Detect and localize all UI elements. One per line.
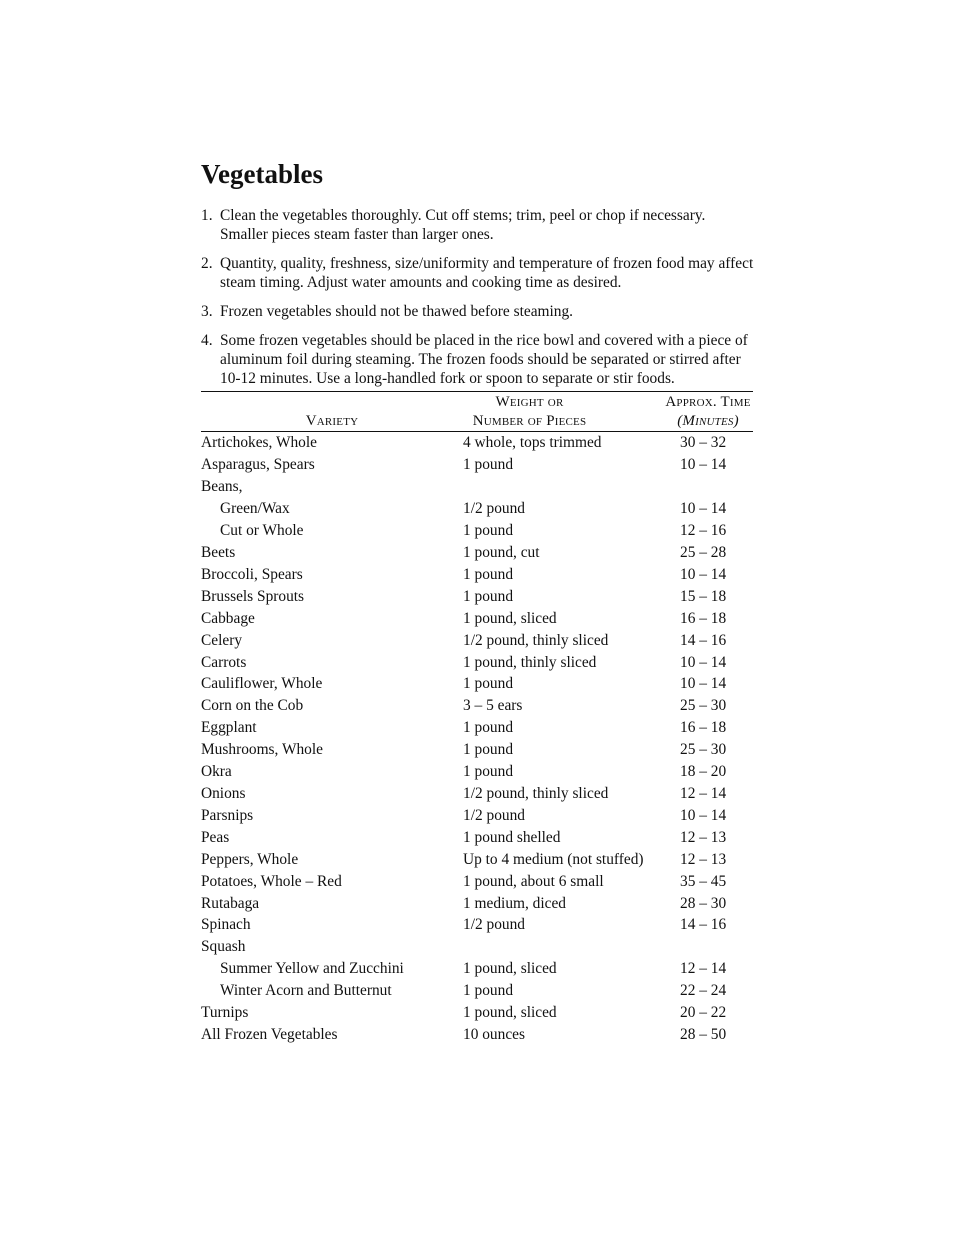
table-row [201, 717, 753, 739]
variety-cell: Summer Yellow and Zucchini [220, 960, 404, 978]
time-cell: 10 – 14 [680, 500, 727, 518]
time-cell: 10 – 14 [680, 806, 727, 824]
time-header [663, 391, 753, 432]
time-cell: 10 – 14 [680, 675, 727, 693]
variety-cell: Peas [201, 828, 230, 846]
weight-cell: 4 whole, tops trimmed [463, 434, 602, 452]
document-page [201, 155, 754, 1046]
table-header-row [201, 391, 753, 432]
step-number: 4. [201, 332, 213, 350]
variety-cell: Beans, [201, 478, 243, 496]
variety-cell: Green/Wax [220, 500, 290, 518]
time-cell: 12 – 14 [680, 784, 727, 802]
instruction-item [201, 332, 754, 388]
time-cell: 25 – 30 [680, 697, 727, 715]
table-row [201, 914, 753, 936]
variety-cell: All Frozen Vegetables [201, 1025, 338, 1043]
table-row [201, 783, 753, 805]
step-text: Quantity, quality, freshness, size/uniformity and temperature of frozen food may affect steam timing. Adjust water amounts and cooking time as desired. [220, 255, 754, 291]
vegetable-steaming-table [201, 391, 753, 1046]
time-cell [663, 476, 753, 498]
weight-cell: 1/2 pound, thinly sliced [463, 784, 609, 802]
weight-cell: 1 pound shelled [463, 828, 561, 846]
table-row [201, 673, 753, 695]
weight-cell: 1 pound [463, 587, 514, 605]
variety-header [201, 391, 463, 432]
variety-header-label: Variety [305, 412, 359, 429]
variety-cell: Squash [201, 938, 246, 956]
instructions-list [201, 207, 754, 389]
instruction-item [201, 207, 754, 245]
table-row [201, 695, 753, 717]
variety-cell: Corn on the Cob [201, 697, 304, 715]
table-row [201, 980, 753, 1002]
variety-cell: Celery [201, 631, 243, 649]
table-row [201, 564, 753, 586]
table-row [201, 805, 753, 827]
weight-cell: 1 pound, sliced [463, 960, 557, 978]
table-row [201, 1002, 753, 1024]
time-cell: 10 – 14 [680, 653, 727, 671]
variety-cell: Parsnips [201, 806, 254, 824]
variety-cell: Mushrooms, Whole [201, 741, 323, 759]
weight-cell: 1 pound [463, 719, 514, 737]
time-cell: 12 – 13 [680, 850, 727, 868]
variety-cell: Brussels Sprouts [201, 587, 305, 605]
variety-cell: Onions [201, 784, 246, 802]
time-cell: 28 – 30 [680, 894, 727, 912]
time-header-line1: Approx. Time [665, 393, 751, 410]
variety-cell: Cauliflower, Whole [201, 675, 323, 693]
weight-cell [463, 936, 663, 958]
variety-cell: Cabbage [201, 609, 255, 627]
time-cell: 20 – 22 [680, 1004, 727, 1022]
weight-cell: 1 pound, sliced [463, 1004, 557, 1022]
weight-header-line2: Number of Pieces [472, 412, 587, 429]
table-row [201, 586, 753, 608]
table-row [201, 476, 753, 498]
time-cell: 10 – 14 [680, 565, 727, 583]
weight-cell: 1/2 pound [463, 916, 525, 934]
time-cell: 35 – 45 [680, 872, 727, 890]
time-cell: 18 – 20 [680, 763, 727, 781]
table-row [201, 936, 753, 958]
table-row [201, 1024, 753, 1046]
weight-cell: 1 pound [463, 675, 514, 693]
table-row [201, 608, 753, 630]
table-row [201, 520, 753, 542]
variety-cell: Turnips [201, 1004, 249, 1022]
time-cell: 30 – 32 [680, 434, 727, 452]
step-number: 3. [201, 303, 213, 321]
variety-cell: Winter Acorn and Butternut [220, 982, 392, 1000]
weight-header [463, 391, 663, 432]
time-cell: 12 – 13 [680, 828, 727, 846]
weight-cell: 1 pound, about 6 small [463, 872, 604, 890]
table-row [201, 871, 753, 893]
time-cell: 16 – 18 [680, 719, 727, 737]
time-cell: 10 – 14 [680, 456, 727, 474]
variety-cell: Rutabaga [201, 894, 260, 912]
step-number: 2. [201, 255, 213, 273]
table-row [201, 958, 753, 980]
weight-cell: Up to 4 medium (not stuffed) [463, 850, 644, 868]
variety-cell: Eggplant [201, 719, 257, 737]
weight-cell: 1 pound, thinly sliced [463, 653, 597, 671]
step-text: Some frozen vegetables should be placed in the rice bowl and covered with a piece of aluminum foil during steaming. The frozen foods should be separated or stirred after 10-12 minutes. Use a long-handled fork or spoon to separate or stir foods. [220, 332, 748, 388]
weight-cell: 1 pound [463, 456, 514, 474]
instruction-item [201, 255, 754, 293]
time-cell: 22 – 24 [680, 982, 727, 1000]
variety-cell: Cut or Whole [220, 522, 304, 540]
time-cell: 28 – 50 [680, 1025, 727, 1043]
variety-cell: Beets [201, 544, 236, 561]
weight-cell: 1/2 pound [463, 806, 525, 824]
table-row [201, 454, 753, 476]
time-cell: 14 – 16 [680, 631, 727, 649]
weight-header-line1: Weight or [495, 393, 564, 410]
variety-cell: Okra [201, 763, 232, 781]
weight-cell: 10 ounces [463, 1025, 525, 1043]
time-cell: 25 – 30 [680, 741, 727, 759]
variety-cell: Broccoli, Spears [201, 565, 303, 583]
time-cell: 12 – 14 [680, 960, 727, 978]
table-row [201, 739, 753, 761]
weight-cell: 3 – 5 ears [463, 697, 523, 715]
time-cell: 15 – 18 [680, 587, 727, 605]
table-row [201, 432, 753, 454]
weight-cell [463, 476, 663, 498]
variety-cell: Asparagus, Spears [201, 456, 315, 474]
weight-cell: 1 pound [463, 565, 514, 583]
time-cell: 12 – 16 [680, 522, 727, 540]
instruction-item [201, 303, 754, 322]
table-row [201, 761, 753, 783]
variety-cell: Spinach [201, 916, 251, 934]
variety-cell: Peppers, Whole [201, 850, 299, 868]
time-cell: 25 – 28 [680, 544, 727, 561]
weight-cell: 1 pound, cut [463, 544, 540, 561]
table-body [201, 432, 753, 1046]
table-row [201, 849, 753, 871]
weight-cell: 1 pound [463, 522, 514, 540]
variety-cell: Artichokes, Whole [201, 434, 317, 452]
step-number: 1. [201, 207, 213, 224]
table-row [201, 542, 753, 564]
weight-cell: 1 pound [463, 763, 514, 781]
weight-cell: 1 pound [463, 982, 514, 1000]
variety-cell: Carrots [201, 653, 247, 671]
weight-cell: 1 pound [463, 741, 514, 759]
time-header-line2: (Minutes) [677, 412, 739, 429]
time-cell: 16 – 18 [680, 609, 727, 627]
time-cell: 14 – 16 [680, 916, 727, 934]
weight-cell: 1/2 pound [463, 500, 525, 518]
table-row [201, 498, 753, 520]
table-row [201, 893, 753, 915]
time-cell [663, 936, 753, 958]
table-row [201, 827, 753, 849]
variety-cell: Potatoes, Whole – Red [201, 872, 342, 890]
page-title: Vegetables [201, 159, 323, 189]
table-row [201, 652, 753, 674]
step-text: Frozen vegetables should not be thawed before steaming. [220, 303, 574, 321]
weight-cell: 1/2 pound, thinly sliced [463, 631, 609, 649]
weight-cell: 1 medium, diced [463, 894, 567, 912]
weight-cell: 1 pound, sliced [463, 609, 557, 627]
step-text: Clean the vegetables thoroughly. Cut off stems; trim, peel or chop if necessary. Smaller pieces steam faster than larger ones. [220, 207, 706, 243]
table-row [201, 630, 753, 652]
